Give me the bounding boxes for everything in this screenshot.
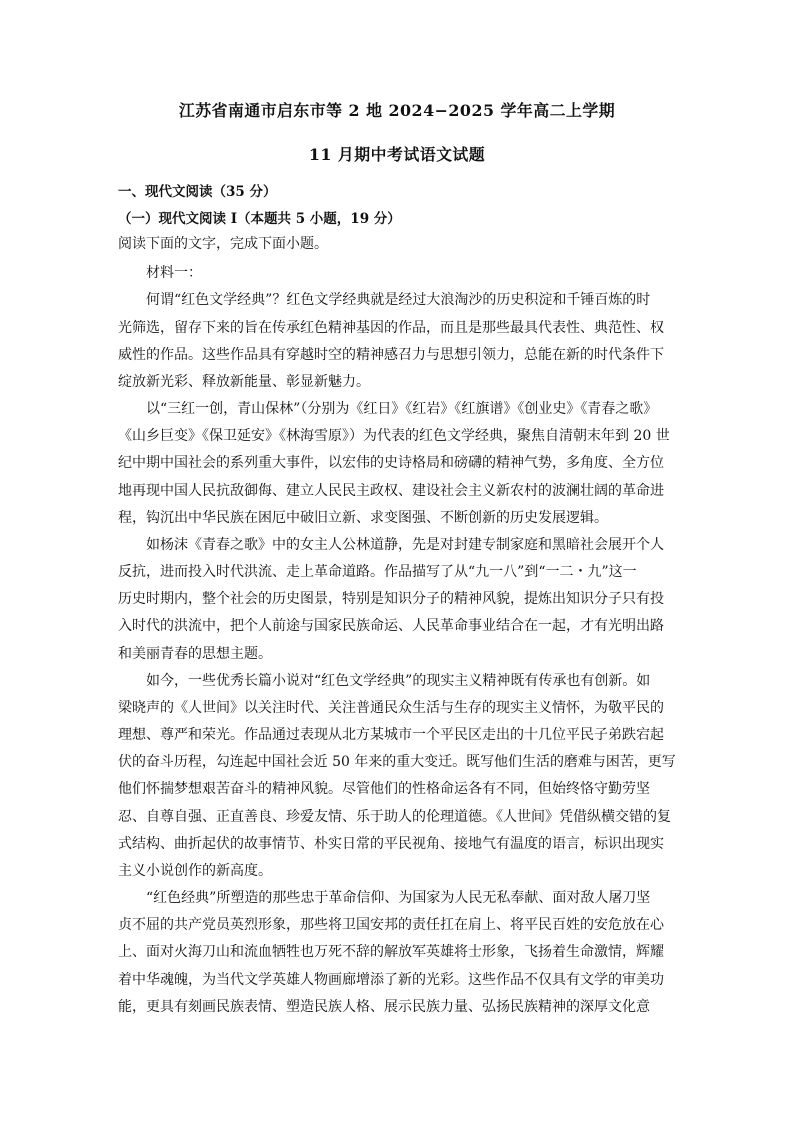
passage-line: 《山乡巨变》《保卫延安》《林海雪原》）为代表的红色文学经典，聚焦自清朝末年到 20 世 — [118, 428, 670, 444]
passage-line: 程，钩沉出中华民族在困厄中破旧立新、求变图强、不断创新的历史发展逻辑。 — [118, 510, 608, 526]
document-title-line-1: 江苏省南通市启东市等 2 地 2024−2025 学年高二上学期 — [178, 101, 616, 120]
section-heading: 一、现代文阅读（35 分） — [118, 184, 277, 200]
passage-line: 以“三红一创，青山保林”（分别为《红日》《红岩》《红旗谱》《创业史》《青春之歌》 — [146, 401, 658, 417]
reading-instruction: 阅读下面的文字，完成下面小题。 — [118, 236, 328, 252]
passage-line: 如今，一些优秀长篇小说对“红色文学经典”的现实主义精神既有传承也有创新。如 — [146, 673, 651, 689]
passage-line: 他们怀揣梦想艰苦奋斗的精神风貌。尽管他们的性格命运各有不同，但始终恪守勤劳坚 — [118, 781, 650, 797]
passage-line: 贞不屈的共产党员英烈形象，那些将卫国安邦的责任扛在肩上、将平民百姓的安危放在心 — [118, 917, 664, 933]
passage-line: 主义小说创作的新高度。 — [118, 863, 272, 879]
passage-line: 光筛选，留存下来的旨在传承红色精神基因的作品，而且是那些最具代表性、典范性、权 — [118, 320, 664, 336]
passage-line: 威性的作品。这些作品具有穿越时空的精神感召力与思想引领力，总能在新的时代条件下 — [118, 347, 664, 363]
passage-line: 历史时期内，整个社会的历史图景，特别是知识分子的精神风貌，提炼出知识分子只有投 — [118, 591, 664, 607]
passage-line: 地再现中国人民抗敌御侮、建立人民民主政权、建设社会主义新农村的波澜壮阔的革命进 — [118, 483, 664, 499]
passage-line: 梁晓声的《人世间》以关注时代、关注普通民众生活与生存的现实主义情怀，为敬平民的 — [118, 700, 664, 716]
material-label: 材料一： — [146, 265, 202, 281]
passage-line: 着中华魂魄，为当代文学英雄人物画廊增添了新的光彩。这些作品不仅具有文学的审美功 — [118, 972, 664, 988]
passage-line: 式结构、曲折起伏的故事情节、朴实日常的平民视角、接地气有温度的语言，标识出现实 — [118, 836, 664, 852]
passage-line: 何谓“红色文学经典”？红色文学经典就是经过大浪淘沙的历史积淀和千锤百炼的时 — [146, 292, 651, 308]
passage-line: 忍、自尊自强、正直善良、珍爱友情、乐于助人的伦理道德。《人世间》凭借纵横交错的复 — [118, 809, 671, 825]
subsection-heading: （一）现代文阅读 I（本题共 5 小题，19 分） — [118, 211, 401, 227]
passage-line: 纪中期中国社会的系列重大事件，以宏伟的史诗格局和磅礴的精神气势，多角度、全方位 — [118, 455, 664, 471]
passage-line: 入时代的洪流中，把个人前途与国家民族命运、人民革命事业结合在一起，才有光明出路 — [118, 618, 664, 634]
passage-line: 和美丽青春的思想主题。 — [118, 646, 272, 662]
passage-line: 能，更具有刻画民族表情、塑造民族人格、展示民族力量、弘扬民族精神的深厚文化意 — [118, 999, 650, 1015]
passage-line: 绽放新光彩、释放新能量、彰显新魅力。 — [118, 374, 370, 390]
passage-line: 如杨沫《青春之歌》中的女主人公林道静，先是对封建专制家庭和黑暗社会展开个人 — [146, 537, 664, 553]
document-title-line-2: 11 月期中考试语文试题 — [308, 145, 486, 164]
passage-line: 理想、尊严和荣光。作品通过表现从北方某城市一个平民区走出的十几位平民子弟跌宕起 — [118, 727, 664, 743]
passage-line: 上、面对火海刀山和流血牺牲也万死不辞的解放军英雄将士形象，飞扬着生命激情，辉耀 — [118, 944, 664, 960]
passage-line: “红色经典”所塑造的那些忠于革命信仰、为国家为人民无私奉献、面对敌人屠刀坚 — [146, 890, 651, 906]
passage-line: 伏的奋斗历程，勾连起中国社会近 50 年来的重大变迁。既写他们生活的磨难与困苦，更写 — [118, 754, 676, 770]
passage-line: 反抗，进而投入时代洪流、走上革命道路。作品描写了从“九一八”到“一二・九”这一 — [118, 564, 637, 580]
